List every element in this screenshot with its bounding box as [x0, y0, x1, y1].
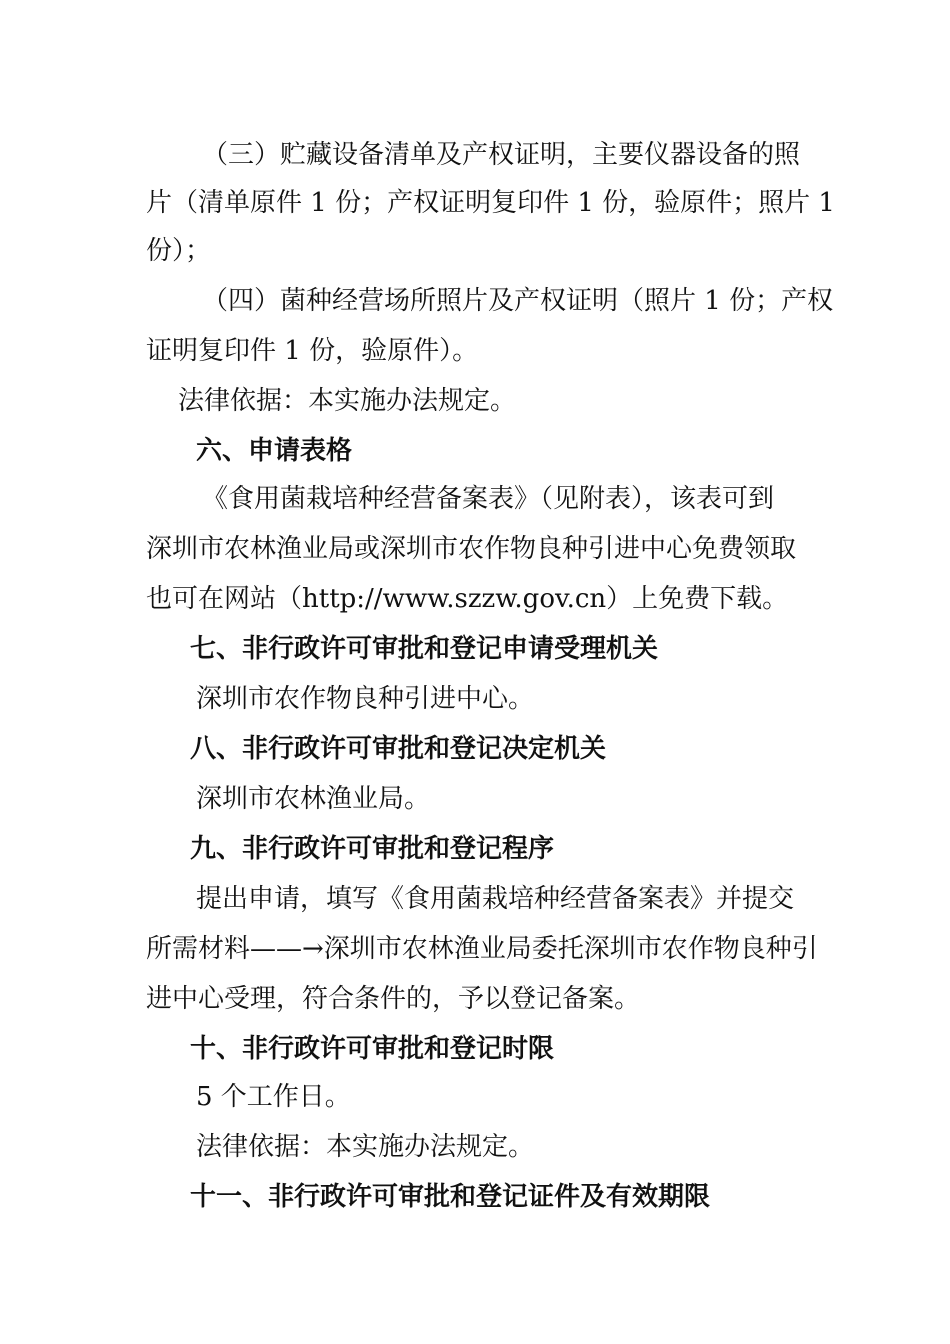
procedure-line-1: 提出申请，填写《食用菌栽培种经营备案表》并提交	[196, 884, 795, 914]
form-paragraph-line-3: 也可在网站（http://www.szzw.gov.cn）上免费下载。	[146, 584, 789, 614]
procedure-line-3: 进中心受理，符合条件的，予以登记备案。	[146, 984, 641, 1014]
heading-section-11: 十一、非行政许可审批和登记证件及有效期限	[190, 1182, 711, 1212]
paragraph-3-line-1: （三）贮藏设备清单及产权证明，主要仪器设备的照	[202, 140, 801, 170]
heading-section-10: 十、非行政许可审批和登记时限	[190, 1034, 555, 1064]
paragraph-4-line-1: （四）菌种经营场所照片及产权证明（照片 1 份；产权	[202, 286, 834, 316]
paragraph-3-line-2: 片（清单原件 1 份；产权证明复印件 1 份，验原件；照片 1	[146, 188, 835, 218]
legal-basis-2: 法律依据：本实施办法规定。	[196, 1132, 535, 1162]
heading-section-9: 九、非行政许可审批和登记程序	[190, 834, 555, 864]
paragraph-3-line-3: 份）；	[146, 236, 212, 266]
heading-section-8: 八、非行政许可审批和登记决定机关	[190, 734, 607, 764]
paragraph-4-line-2: 证明复印件 1 份，验原件）。	[146, 336, 479, 366]
section-10-text: 5 个工作日。	[196, 1082, 351, 1112]
procedure-line-2: 所需材料——→深圳市农林渔业局委托深圳市农作物良种引	[146, 934, 818, 964]
heading-section-6: 六、申请表格	[196, 436, 353, 466]
form-paragraph-line-2: 深圳市农林渔业局或深圳市农作物良种引进中心免费领取	[146, 534, 797, 564]
heading-section-7: 七、非行政许可审批和登记申请受理机关	[190, 634, 659, 664]
form-paragraph-line-1: 《食用菌栽培种经营备案表》（见附表），该表可到	[202, 484, 775, 514]
section-8-text: 深圳市农林渔业局。	[196, 784, 431, 814]
legal-basis-1: 法律依据：本实施办法规定。	[178, 386, 517, 416]
section-7-text: 深圳市农作物良种引进中心。	[196, 684, 535, 714]
